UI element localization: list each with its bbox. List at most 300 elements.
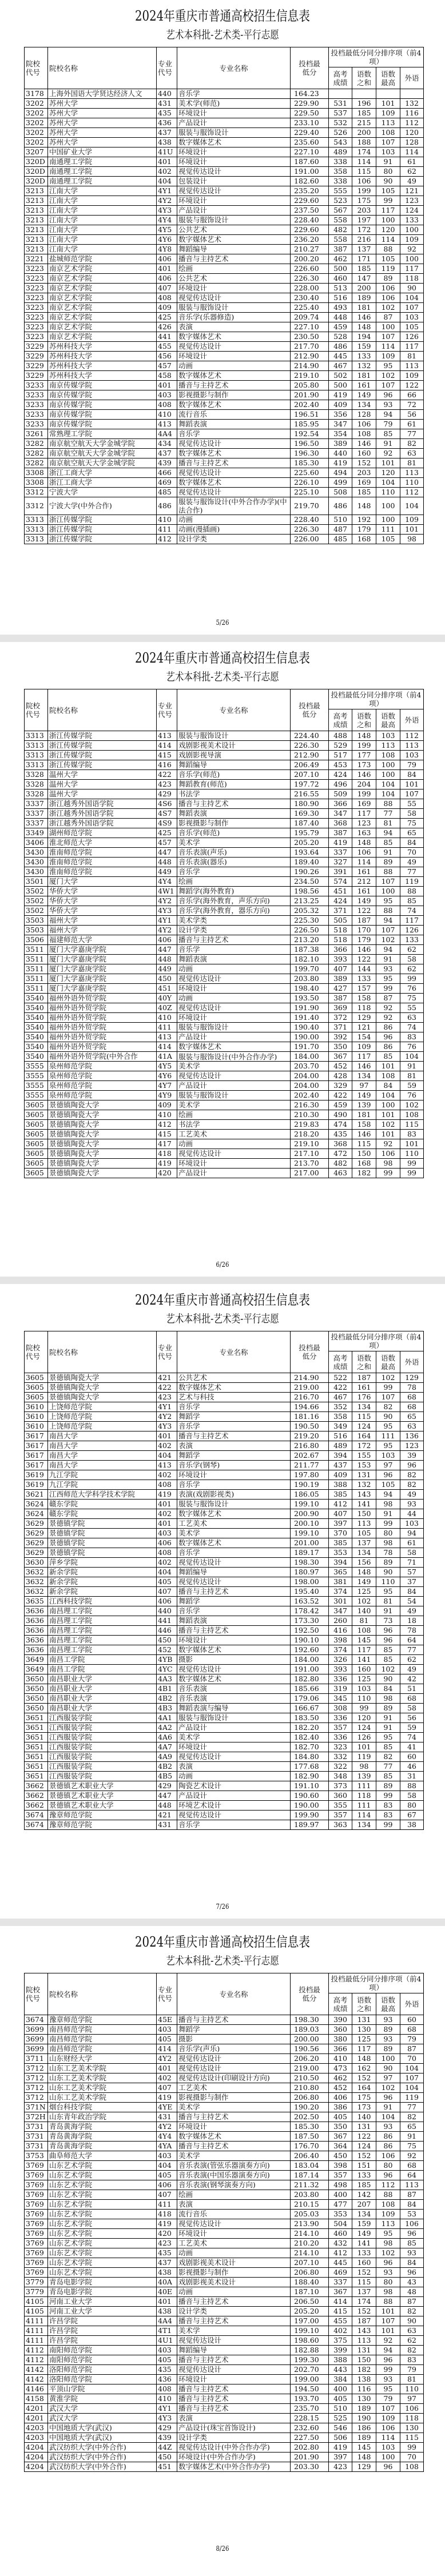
school-name-cell: 景德镇陶瓷大学 xyxy=(48,1149,157,1159)
school-name-cell: 赣东学院 xyxy=(48,1500,157,1509)
school-code-cell: 3511 xyxy=(25,945,48,955)
chn-math-sum-cell: 117 xyxy=(352,1645,376,1655)
chn-math-max-cell: 91 xyxy=(376,955,400,964)
gaokao-score-cell: 360 xyxy=(329,2025,352,2035)
school-name-cell: 武汉纺织大学(中外合作) xyxy=(48,2443,157,2453)
school-name-cell: 青岛黄海学院 xyxy=(48,2142,157,2151)
foreign-lang-cell: 120 xyxy=(400,128,424,138)
major-code-cell: 4U1 xyxy=(157,2336,177,2346)
chn-math-max-cell: 106 xyxy=(376,293,400,303)
major-code-cell: 406 xyxy=(157,935,177,945)
col-tiebreak-group: 投档最低分同分排序项（前4项） xyxy=(329,1973,424,1993)
foreign-lang-cell: 82 xyxy=(400,2346,424,2355)
school-name-cell: 江南大学 xyxy=(48,196,157,206)
gaokao-score-cell: 327 xyxy=(329,858,352,867)
major-name-cell: 动画 xyxy=(177,2287,291,2297)
major-code-cell: 405 xyxy=(157,2171,177,2180)
school-code-cell: 3651 xyxy=(25,1752,48,1762)
chn-math-sum-cell: 117 xyxy=(352,809,376,819)
major-code-cell: 4Y2 xyxy=(157,1412,177,1422)
major-name-cell: 播音与主持艺术 xyxy=(177,2316,291,2326)
school-code-cell: 3511 xyxy=(25,974,48,984)
major-name-cell: 包装设计 xyxy=(177,177,291,186)
gaokao-score-cell: 486 xyxy=(329,342,352,352)
foreign-lang-cell: 67 xyxy=(400,1811,424,1820)
major-name-cell: 戏剧影视美术设计 xyxy=(177,2258,291,2268)
major-code-cell: 486 xyxy=(157,497,177,515)
major-name-cell: 摄影 xyxy=(177,2035,291,2044)
chn-math-sum-cell: 168 xyxy=(352,535,376,544)
major-name-cell: 音乐学(乐器修造) xyxy=(177,313,291,322)
school-name-cell: 中国地质大学(武汉) xyxy=(48,2433,157,2443)
major-code-cell: 406 xyxy=(157,1538,177,1548)
major-name-cell: 音乐表演(器乐) xyxy=(177,858,291,867)
chn-math-sum-cell: 133 xyxy=(352,974,376,984)
foreign-lang-cell: 77 xyxy=(400,2103,424,2112)
school-name-cell: 浙江工商大学 xyxy=(48,468,157,478)
gaokao-score-cell: 526 xyxy=(329,128,352,138)
major-name-cell: 舞蹈编导 xyxy=(177,245,291,254)
min-score-cell: 217.10 xyxy=(291,1149,329,1159)
chn-math-max-cell: 105 xyxy=(376,186,400,196)
chn-math-max-cell: 114 xyxy=(376,342,400,352)
school-name-cell: 南阳师范学院 xyxy=(48,2355,157,2365)
min-score-cell: 210.50 xyxy=(291,2073,329,2083)
min-score-cell: 187.10 xyxy=(291,2287,329,2297)
chn-math-max-cell: 96 xyxy=(376,1470,400,1480)
chn-math-max-cell: 92 xyxy=(376,1013,400,1023)
school-code-cell: 3502 xyxy=(25,887,48,896)
gaokao-score-cell: 370 xyxy=(329,1529,352,1538)
school-code-cell: 3649 xyxy=(25,1655,48,1665)
table-row xyxy=(25,1412,424,1422)
min-score-cell: 202.67 xyxy=(291,1451,329,1461)
chn-math-sum-cell: 119 xyxy=(352,1752,376,1762)
col-chn-math-sum: 语数之和 xyxy=(352,67,376,89)
gaokao-score-cell: 393 xyxy=(329,955,352,964)
school-code-cell: 3650 xyxy=(25,1684,48,1694)
school-code-cell: 3779 xyxy=(25,2278,48,2287)
gaokao-score-cell: 528 xyxy=(329,332,352,342)
major-name-cell: 视觉传达设计 xyxy=(177,468,291,478)
table-body xyxy=(25,1373,424,1830)
school-name-cell: 浙江工商大学 xyxy=(48,478,157,488)
school-name-cell: 泉州师范学院 xyxy=(48,1081,157,1091)
major-name-cell: 视觉传达设计 xyxy=(177,342,291,352)
chn-math-max-cell: 80 xyxy=(376,2161,400,2171)
chn-math-sum-cell: 185 xyxy=(352,488,376,497)
chn-math-sum-cell: 177 xyxy=(352,751,376,760)
foreign-lang-cell: 126 xyxy=(400,332,424,342)
chn-math-max-cell: 90 xyxy=(376,1568,400,1577)
gaokao-score-cell: 537 xyxy=(329,109,352,118)
school-code-cell: 3753 xyxy=(25,2151,48,2161)
col-school-code: 院校代号 xyxy=(25,1331,48,1373)
school-name-cell: 华侨大学 xyxy=(48,887,157,896)
school-code-cell: 3632 xyxy=(25,1568,48,1577)
school-name-cell: 厦门大学嘉庚学院 xyxy=(48,945,157,955)
school-name-cell: 宁波大学 xyxy=(48,488,157,497)
school-code-cell: 3711 xyxy=(25,2054,48,2064)
chn-math-max-cell: 109 xyxy=(376,2414,400,2423)
min-score-cell: 182.40 xyxy=(291,1733,329,1742)
school-name-cell: 江南大学 xyxy=(48,186,157,196)
school-code-cell: 3769 xyxy=(25,2248,48,2258)
gaokao-score-cell: 482 xyxy=(329,225,352,235)
school-code-cell: 3540 xyxy=(25,994,48,1003)
min-score-cell: 198.00 xyxy=(291,1577,329,1587)
foreign-lang-cell: 56 xyxy=(400,410,424,420)
gaokao-score-cell: 424 xyxy=(329,896,352,906)
chn-math-max-cell: 94 xyxy=(376,828,400,838)
major-name-cell: 美术学(师范) xyxy=(177,99,291,109)
school-code-cell: 3223 xyxy=(25,303,48,313)
gaokao-score-cell: 347 xyxy=(329,809,352,819)
major-code-cell: 401 xyxy=(157,1431,177,1441)
major-code-cell: 456 xyxy=(157,352,177,361)
table-row xyxy=(25,2278,424,2287)
major-code-cell: 4Y3 xyxy=(157,2414,177,2423)
foreign-lang-cell: 38 xyxy=(400,1820,424,1830)
major-code-cell: 438 xyxy=(157,2268,177,2278)
major-name-cell: 播音与主持艺术 xyxy=(177,254,291,264)
school-code-cell: 3662 xyxy=(25,1801,48,1811)
major-name-cell: 舞蹈编导 xyxy=(177,1568,291,1577)
chn-math-max-cell: 84 xyxy=(376,1081,400,1091)
table-row xyxy=(25,313,424,322)
foreign-lang-cell: 76 xyxy=(400,1042,424,1052)
table-row xyxy=(25,1636,424,1645)
gaokao-score-cell: 486 xyxy=(329,497,352,515)
table-row xyxy=(25,1742,424,1752)
table-row xyxy=(25,2404,424,2414)
major-code-cell: 4Y8 xyxy=(157,245,177,254)
school-code-cell: 3731 xyxy=(25,2132,48,2142)
table-row xyxy=(25,2180,424,2190)
school-name-cell: 江南大学 xyxy=(48,245,157,254)
gaokao-score-cell: 435 xyxy=(329,1130,352,1139)
chn-math-max-cell: 100 xyxy=(376,497,400,515)
school-code-cell: 3202 xyxy=(25,99,48,109)
school-code-cell: 3511 xyxy=(25,964,48,974)
min-score-cell: 189.03 xyxy=(291,2025,329,2035)
major-code-cell: 412 xyxy=(157,1120,177,1130)
school-name-cell: 南京航空航天大学金城学院 xyxy=(48,449,157,458)
chn-math-max-cell: 106 xyxy=(376,2423,400,2433)
gaokao-score-cell: 373 xyxy=(329,1781,352,1791)
school-name-cell: 景德镇学院 xyxy=(48,1529,157,1538)
chn-math-sum-cell: 190 xyxy=(352,2414,376,2423)
table-row xyxy=(25,177,424,186)
school-code-cell: 3313 xyxy=(25,731,48,741)
table-row xyxy=(25,2268,424,2278)
min-score-cell: 178.42 xyxy=(291,1606,329,1616)
chn-math-max-cell: 73 xyxy=(376,1616,400,1626)
min-score-cell: 187.60 xyxy=(291,157,329,167)
chn-math-max-cell: 102 xyxy=(376,1373,400,1383)
major-code-cell: 408 xyxy=(157,1480,177,1490)
foreign-lang-cell: 106 xyxy=(400,2219,424,2229)
min-score-cell: 182.20 xyxy=(291,1723,329,1733)
table-row xyxy=(25,1762,424,1772)
col-foreign-lang: 外语 xyxy=(400,67,424,89)
major-code-cell: 419 xyxy=(157,1490,177,1500)
major-code-cell: 431 xyxy=(157,99,177,109)
school-code-cell: 4142 xyxy=(25,2365,48,2375)
major-code-cell: 422 xyxy=(157,770,177,780)
col-tiebreak-group: 投档最低分同分排序项（前4项） xyxy=(329,47,424,67)
school-code-cell: 3662 xyxy=(25,1791,48,1801)
table-row xyxy=(25,264,424,274)
foreign-lang-cell: 74 xyxy=(400,906,424,916)
table-row xyxy=(25,157,424,167)
chn-math-sum-cell: 133 xyxy=(352,2248,376,2258)
major-name-cell: 舞蹈学 xyxy=(177,1451,291,1461)
table-row xyxy=(25,828,424,838)
major-code-cell: 4B1 xyxy=(157,1684,177,1694)
chn-math-max-cell: 101 xyxy=(376,2326,400,2336)
major-code-cell: 457 xyxy=(157,838,177,848)
school-name-cell: 景德镇艺术职业大学 xyxy=(48,1791,157,1801)
min-score-cell: 199.90 xyxy=(291,1811,329,1820)
table-row xyxy=(25,2346,424,2355)
min-score-cell: 230.40 xyxy=(291,293,329,303)
major-name-cell: 舞蹈编导 xyxy=(177,2346,291,2355)
foreign-lang-cell: 68 xyxy=(400,2025,424,2035)
major-name-cell: 表演 xyxy=(177,2414,291,2423)
major-name-cell: 音乐表演(声乐) xyxy=(177,848,291,858)
gaokao-score-cell: 443 xyxy=(329,2365,352,2375)
major-name-cell: 播音与主持艺术 xyxy=(177,2297,291,2307)
table-row xyxy=(25,1558,424,1568)
major-name-cell: 音乐表演 xyxy=(177,1684,291,1694)
chn-math-max-cell: 80 xyxy=(376,1529,400,1538)
major-code-cell: 4YE xyxy=(157,2103,177,2112)
foreign-lang-cell: 109 xyxy=(400,371,424,381)
chn-math-max-cell: 96 xyxy=(376,1032,400,1042)
min-score-cell: 192.50 xyxy=(291,1626,329,1636)
min-score-cell: 191.70 xyxy=(291,1042,329,1052)
school-code-cell: 4204 xyxy=(25,2453,48,2462)
foreign-lang-cell: 117 xyxy=(400,916,424,926)
table-row xyxy=(25,2151,424,2161)
school-code-cell: 4203 xyxy=(25,2433,48,2443)
gaokao-score-cell: 513 xyxy=(329,284,352,293)
major-name-cell: 数字媒体艺术 xyxy=(177,1509,291,1519)
school-code-cell: 3502 xyxy=(25,906,48,916)
foreign-lang-cell: 113 xyxy=(400,2180,424,2190)
major-code-cell: 414 xyxy=(157,1042,177,1052)
min-score-cell: 184.00 xyxy=(291,1655,329,1665)
table-row xyxy=(25,1713,424,1723)
major-name-cell: 视觉传达设计 xyxy=(177,293,291,303)
chn-math-max-cell: 81 xyxy=(376,819,400,828)
chn-math-max-cell: 101 xyxy=(376,1110,400,1120)
min-score-cell: 182.60 xyxy=(291,177,329,186)
min-score-cell: 200.10 xyxy=(291,1519,329,1529)
chn-math-max-cell: 79 xyxy=(376,2394,400,2404)
table-row xyxy=(25,2462,424,2472)
foreign-lang-cell: 60 xyxy=(400,1752,424,1762)
min-score-cell: 226.00 xyxy=(291,535,329,544)
chn-math-sum-cell: 81 xyxy=(352,1616,376,1626)
school-name-cell: 江西服装学院 xyxy=(48,1733,157,1742)
school-code-cell: 3313 xyxy=(25,741,48,751)
school-code-cell: 3223 xyxy=(25,332,48,342)
table-row xyxy=(25,877,424,887)
table-row xyxy=(25,167,424,177)
school-code-cell: 3511 xyxy=(25,955,48,964)
foreign-lang-cell: 39 xyxy=(400,1451,424,1461)
chn-math-max-cell: 94 xyxy=(376,1490,400,1500)
school-name-cell: 河南工业大学 xyxy=(48,2307,157,2316)
major-code-cell: 409 xyxy=(157,303,177,313)
major-code-cell: 434 xyxy=(157,439,177,449)
foreign-lang-cell: 104 xyxy=(400,497,424,515)
gaokao-score-cell: 329 xyxy=(329,1081,352,1091)
school-code-cell: 3605 xyxy=(25,1393,48,1402)
school-name-cell: 温州大学 xyxy=(48,780,157,789)
major-code-cell: 401 xyxy=(157,157,177,167)
min-score-cell: 187.14 xyxy=(291,2171,329,2180)
major-code-cell: 4Y6 xyxy=(157,1071,177,1081)
table-row xyxy=(25,1169,424,1178)
table-row xyxy=(25,1091,424,1100)
major-code-cell: 4Y5 xyxy=(157,1062,177,1071)
foreign-lang-cell: 51 xyxy=(400,1684,424,1694)
gaokao-score-cell: 412 xyxy=(329,2248,352,2258)
chn-math-max-cell: 93 xyxy=(376,964,400,974)
chn-math-sum-cell: 173 xyxy=(352,2103,376,2112)
foreign-lang-cell: 62 xyxy=(400,945,424,955)
school-name-cell: 浙江传媒学院 xyxy=(48,741,157,751)
col-gaokao-score: 高考成绩 xyxy=(329,709,352,731)
school-code-cell: 320D xyxy=(25,167,48,177)
table-row xyxy=(25,2210,424,2219)
major-name-cell: 环境设计 xyxy=(177,157,291,167)
school-code-cell: 3328 xyxy=(25,780,48,789)
table-row xyxy=(25,293,424,303)
chn-math-sum-cell: 131 xyxy=(352,2122,376,2132)
foreign-lang-cell: 97 xyxy=(400,2394,424,2404)
chn-math-sum-cell: 111 xyxy=(352,1781,376,1791)
gaokao-score-cell: 357 xyxy=(329,1811,352,1820)
chn-math-sum-cell: 149 xyxy=(352,2229,376,2239)
major-code-cell: 452 xyxy=(157,1645,177,1655)
min-score-cell: 183.04 xyxy=(291,2161,329,2171)
foreign-lang-cell: 105 xyxy=(400,322,424,332)
school-code-cell: 3605 xyxy=(25,1100,48,1110)
chn-math-max-cell: 95 xyxy=(376,1733,400,1742)
col-chn-math-sum: 语数之和 xyxy=(352,1351,376,1373)
major-name-cell: 动画 xyxy=(177,515,291,525)
major-code-cell: 450 xyxy=(157,1636,177,1645)
school-code-cell: 3202 xyxy=(25,118,48,128)
gaokao-score-cell: 364 xyxy=(329,2142,352,2151)
min-score-cell: 202.70 xyxy=(291,2365,329,2375)
school-name-cell: 南昌大学 xyxy=(48,1461,157,1470)
foreign-lang-cell: 62 xyxy=(400,2336,424,2346)
foreign-lang-cell: 77 xyxy=(400,429,424,439)
chn-math-sum-cell: 172 xyxy=(352,225,376,235)
min-score-cell: 206.49 xyxy=(291,760,329,770)
major-code-cell: 414 xyxy=(157,741,177,751)
major-code-cell: 4Y3 xyxy=(157,1422,177,1431)
gaokao-score-cell: 398 xyxy=(329,2161,352,2171)
foreign-lang-cell: 84 xyxy=(400,2258,424,2268)
col-school-name: 院校名称 xyxy=(48,1973,157,2015)
major-code-cell: 411 xyxy=(157,1023,177,1032)
major-code-cell: 437 xyxy=(157,449,177,458)
major-name-cell: 动画(漫插画) xyxy=(177,525,291,535)
foreign-lang-cell: 103 xyxy=(400,1519,424,1529)
chn-math-max-cell: 98 xyxy=(376,1500,400,1509)
school-code-cell: 3699 xyxy=(25,2025,48,2035)
chn-math-sum-cell: 148 xyxy=(352,497,376,515)
school-name-cell: 苏州大学 xyxy=(48,109,157,118)
school-code-cell: 4105 xyxy=(25,2307,48,2316)
table-row xyxy=(25,2375,424,2384)
gaokao-score-cell: 459 xyxy=(329,1100,352,1110)
gaokao-score-cell: 509 xyxy=(329,789,352,799)
foreign-lang-cell: 84 xyxy=(400,838,424,848)
page-number: 6/26 xyxy=(216,1261,229,1269)
school-code-cell: 3610 xyxy=(25,1422,48,1431)
chn-math-sum-cell: 131 xyxy=(352,2346,376,2355)
chn-math-sum-cell: 145 xyxy=(352,2443,376,2453)
chn-math-sum-cell: 108 xyxy=(352,1626,376,1636)
gaokao-score-cell: 489 xyxy=(329,1441,352,1451)
school-code-cell: 3605 xyxy=(25,1130,48,1139)
major-code-cell: 4A7 xyxy=(157,1742,177,1752)
chn-math-sum-cell: 200 xyxy=(352,284,376,293)
chn-math-max-cell: 109 xyxy=(376,352,400,361)
chn-math-max-cell: 90 xyxy=(376,1674,400,1684)
table-row xyxy=(25,1577,424,1587)
chn-math-sum-cell: 188 xyxy=(352,138,376,147)
table-row xyxy=(25,1490,424,1500)
min-score-cell: 187.40 xyxy=(291,819,329,828)
school-code-cell: 3337 xyxy=(25,799,48,809)
school-code-cell: 3540 xyxy=(25,1052,48,1062)
chn-math-max-cell: 95 xyxy=(376,896,400,906)
major-name-cell: 音乐学(钢琴) xyxy=(177,1461,291,1470)
chn-math-max-cell: 108 xyxy=(376,2200,400,2210)
table-row xyxy=(25,1451,424,1461)
major-code-cell: 450 xyxy=(157,974,177,984)
gaokao-score-cell: 422 xyxy=(329,1091,352,1100)
school-name-cell: 盐城师范学院 xyxy=(48,254,157,264)
chn-math-sum-cell: 149 xyxy=(352,390,376,400)
school-code-cell: 3233 xyxy=(25,410,48,420)
col-chn-math-max: 语数最高 xyxy=(376,1351,400,1373)
gaokao-score-cell: 504 xyxy=(329,2219,352,2229)
major-code-cell: 425 xyxy=(157,828,177,838)
chn-math-sum-cell: 182 xyxy=(352,1169,376,1178)
school-code-cell: 3617 xyxy=(25,1451,48,1461)
school-code-cell: 3540 xyxy=(25,1032,48,1042)
gaokao-score-cell: 508 xyxy=(329,488,352,497)
school-code-cell: 3769 xyxy=(25,2171,48,2180)
major-code-cell: 4Y1 xyxy=(157,186,177,196)
major-code-cell: 405 xyxy=(157,1577,177,1587)
min-score-cell: 216.80 xyxy=(291,1441,329,1451)
major-name-cell: 舞蹈表演 xyxy=(177,809,291,819)
chn-math-max-cell: 100 xyxy=(376,216,400,225)
table-row xyxy=(25,1130,424,1139)
min-score-cell: 179.06 xyxy=(291,1694,329,1704)
gaokao-score-cell: 390 xyxy=(329,2015,352,2025)
